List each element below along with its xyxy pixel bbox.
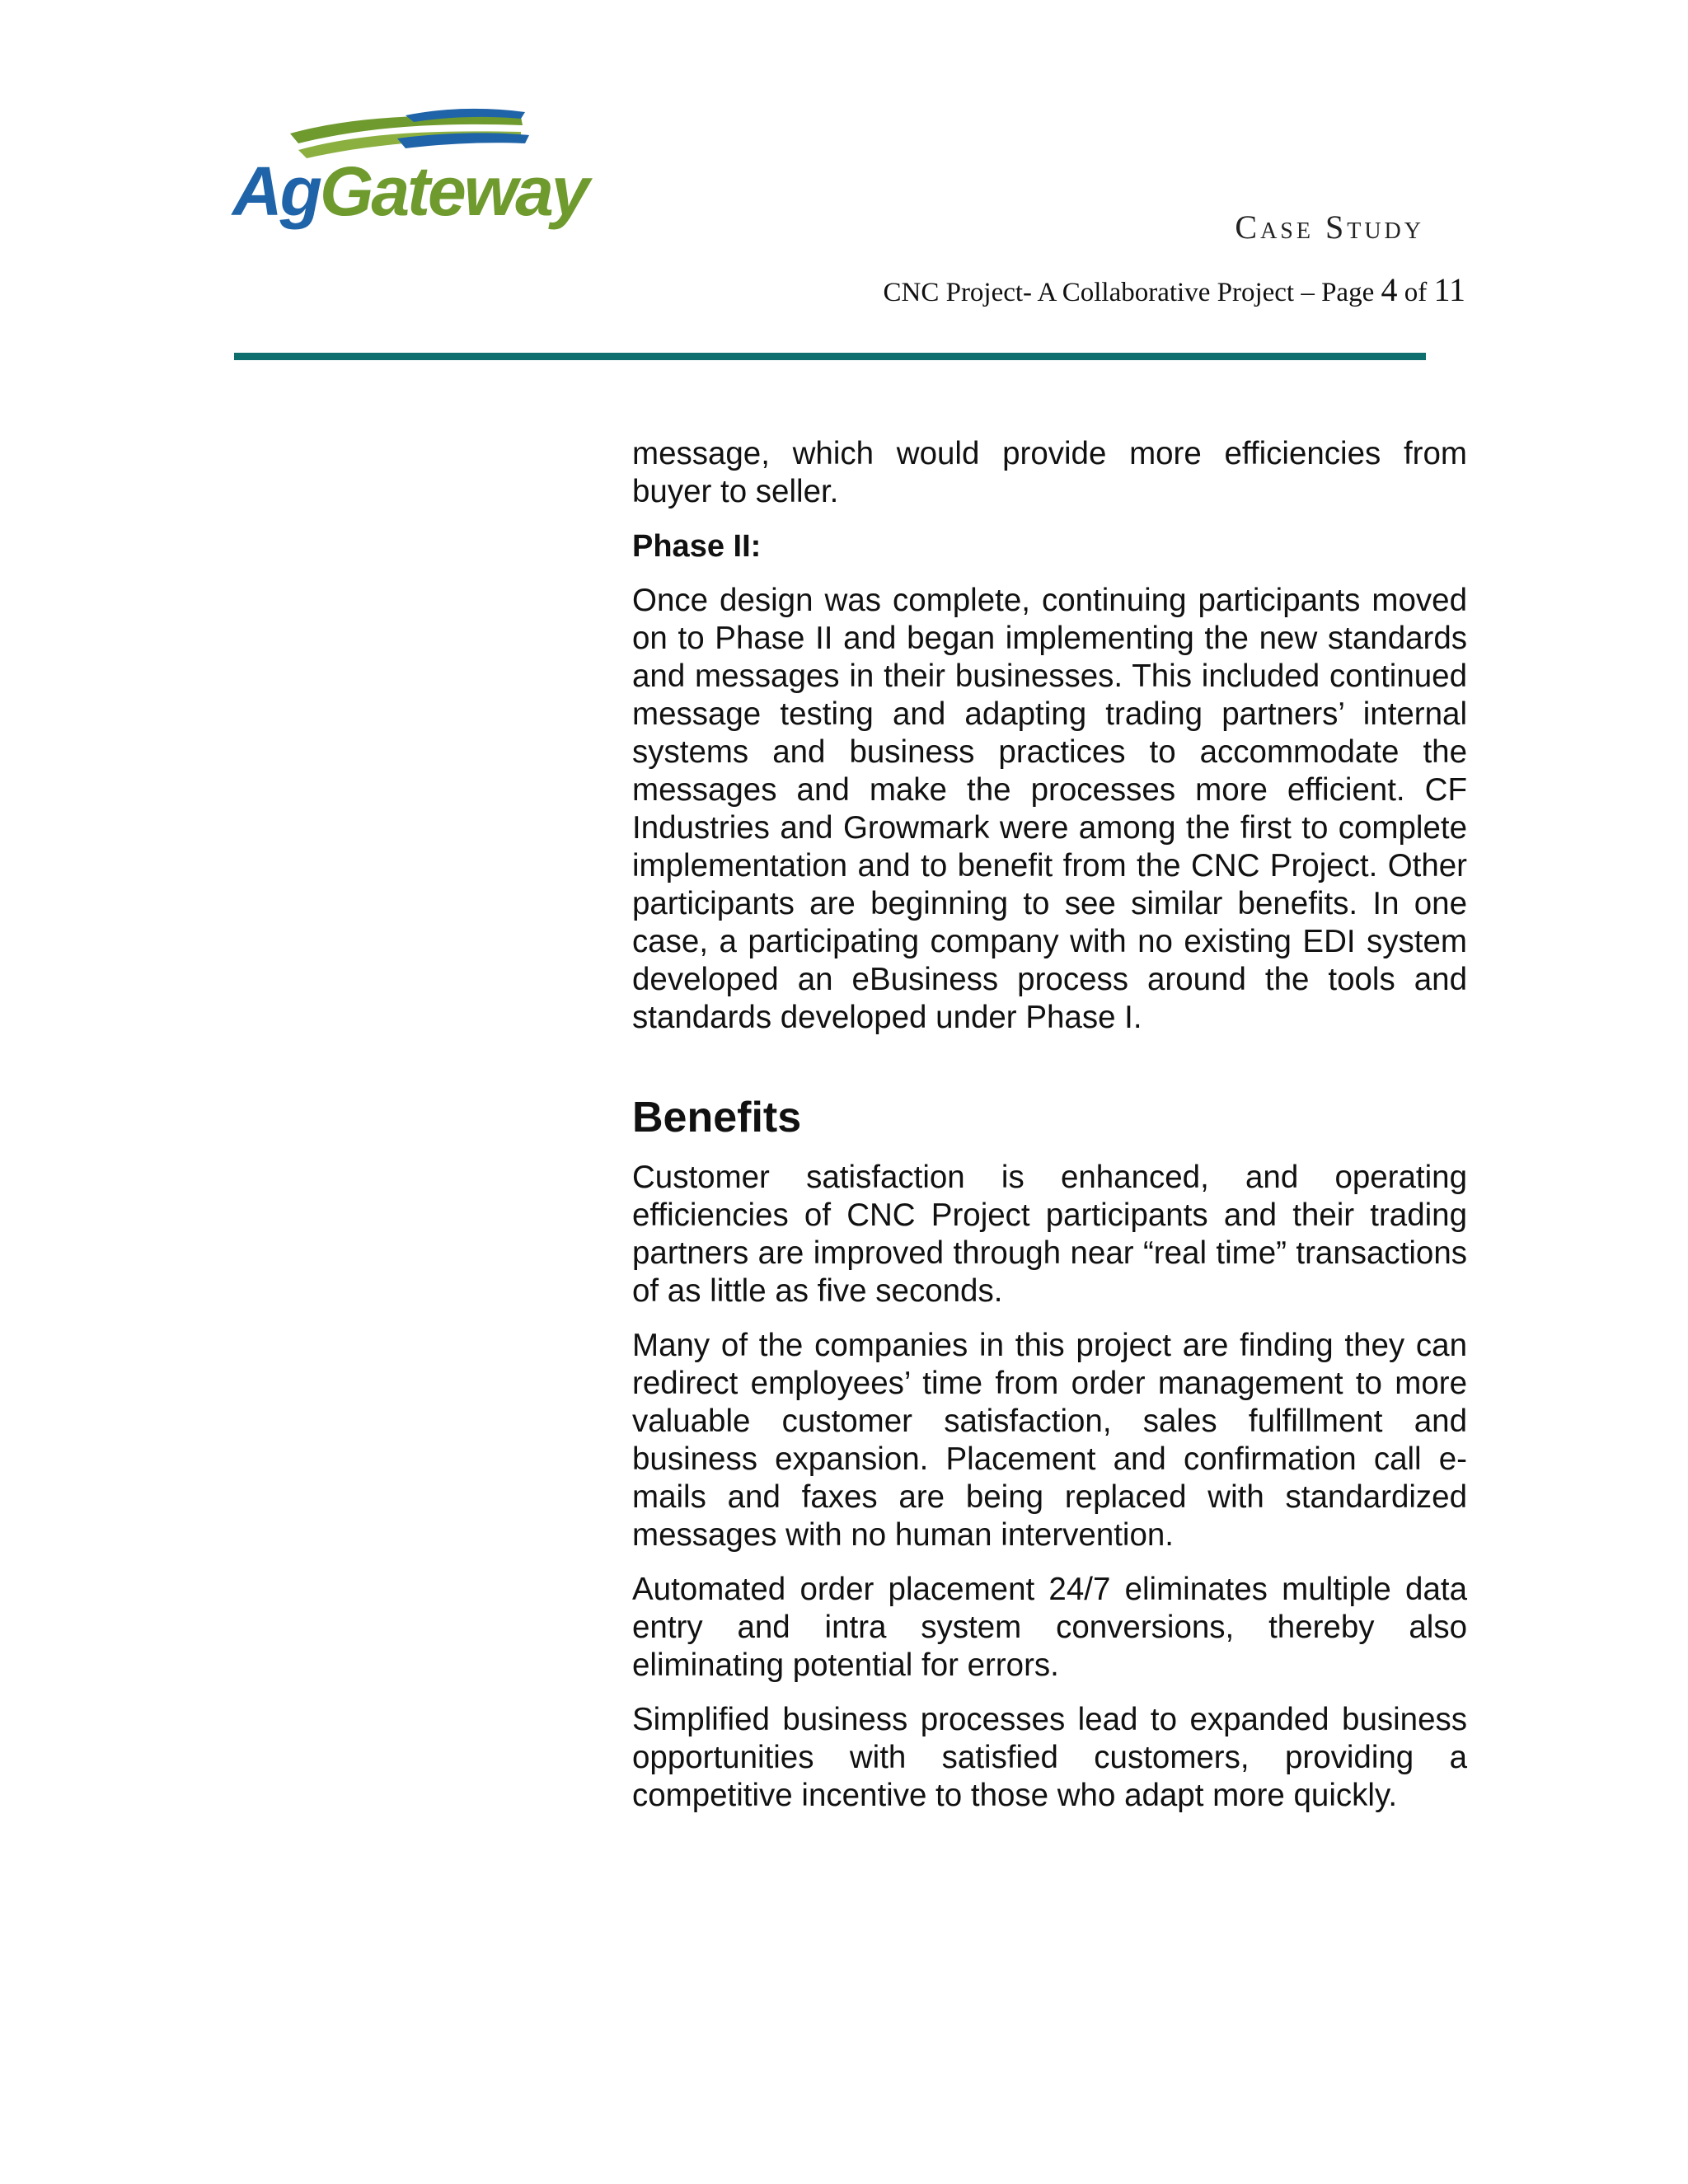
page-total: 11 [1433,271,1465,308]
header-divider [234,353,1426,360]
logo-ag-text: Ag [232,152,320,230]
page-header-line [883,270,1465,309]
page-header-prefix: CNC Project- A Collaborative Project – Page [883,278,1381,307]
benefits-paragraph: Simplified business processes lead to expanded business opportunities with satisfied customers, providing a competitive incentive to those who adapt more quickly. [632,1702,1467,1813]
logo-gateway-text: Gateway [319,152,588,230]
intro-paragraph: message, which would provide more efficiencies from buyer to seller. [632,436,1467,509]
benefits-heading: Benefits [632,1094,802,1141]
page-of: of [1397,278,1434,307]
phase2-heading: Phase II: [632,529,762,564]
agGateway-logo [232,107,588,247]
benefits-paragraph: Many of the companies in this project are finding they can redirect employees’ time from order management to more valuable customer satisfaction, sales fulfillment and business expansion. Placement and confirmation call e-mails and faxes are being replaced with standardized messages with no human intervention. [632,1328,1467,1553]
document-type-label: Case Study [1235,209,1424,246]
logo-wordmark [232,152,588,230]
page-number: 4 [1381,271,1398,308]
benefits-paragraph: Automated order placement 24/7 eliminates multiple data entry and intra system conversions, thereby also eliminating potential for errors. [632,1572,1467,1683]
benefits-paragraph: Customer satisfaction is enhanced, and operating efficiencies of CNC Project participants and their trading partners are improved through near “real time” transactions of as little as five seconds. [632,1160,1467,1309]
main-content [632,435,1467,1831]
phase2-paragraph: Once design was complete, continuing participants moved on to Phase II and began implementing the new standards and messages in their businesses. This included continued message testing and adapting trading partners’ internal systems and business practices to accommodate the messages and make the processes more efficient. CF Industries and Growmark were among the first to complete implementation and to benefit from the CNC Project. Other participants are beginning to see similar benefits. In one case, a participating company with no existing EDI system developed an eBusiness process around the tools and standards developed under Phase I. [632,583,1467,1035]
